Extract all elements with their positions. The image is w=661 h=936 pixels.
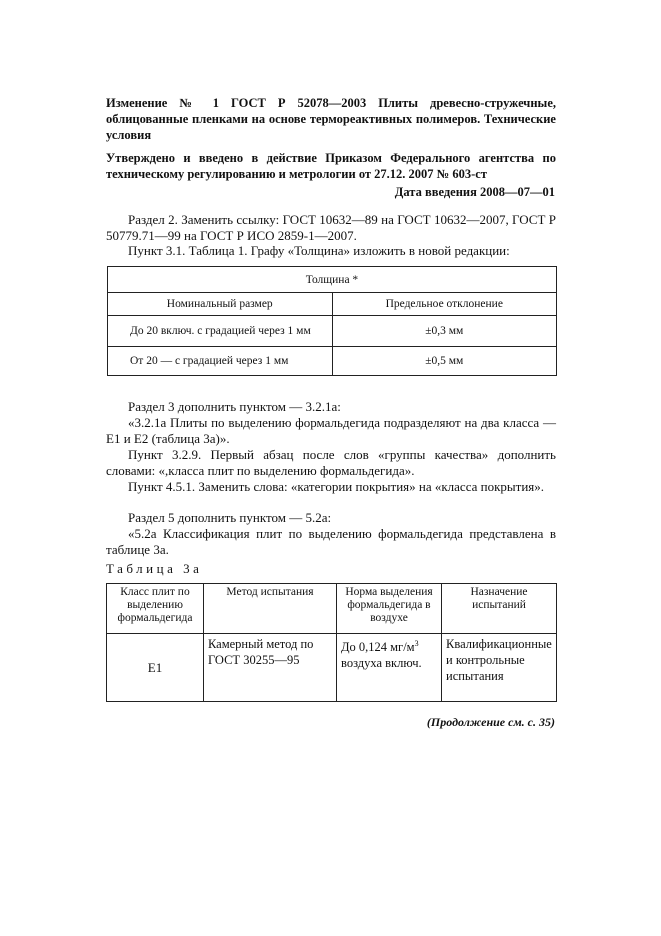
thickness-header: Толщина * xyxy=(108,267,557,293)
table-cell-deviation: ±0,3 мм xyxy=(332,316,557,347)
norm-value: До 0,124 мг/м xyxy=(341,640,415,655)
paragraph-5-2a: «5.2а Классификация плит по выделению формальдегида представлена в таблице 3а. xyxy=(106,526,556,557)
formaldehyde-table xyxy=(106,583,557,702)
header-norm: Норма выделения формальдегида в воздухе xyxy=(337,584,442,634)
paragraph-3-2-9: Пункт 3.2.9. Первый абзац после слов «группы качества» дополнить словами: «,класса плит по выделению формальдегида». xyxy=(106,447,556,478)
header-method: Метод испытания xyxy=(204,584,337,634)
header-class: Класс плит по выделению формальдегида xyxy=(107,584,204,634)
cell-class: Е1 xyxy=(107,634,204,702)
table-cell-size: От 20 — с градацией через 1 мм xyxy=(108,347,333,376)
column-deviation: Предельное отклонение xyxy=(332,293,557,316)
effective-date: Дата введения 2008—07—01 xyxy=(394,185,555,199)
table-cell-size: До 20 включ. с градацией через 1 мм xyxy=(108,316,333,347)
column-nominal-size: Номинальный размер xyxy=(108,293,333,316)
thickness-table xyxy=(107,266,557,376)
table-cell-deviation: ±0,5 мм xyxy=(332,347,557,376)
table-3a-caption: Таблица 3а xyxy=(106,561,203,576)
document-title: Изменение № 1 ГОСТ Р 52078—2003 Плиты древесно-стружечные, облицованные пленками на основе термореактивных полимеров. Технические условия xyxy=(106,96,556,142)
header-purpose: Назначение испытаний xyxy=(442,584,557,634)
cell-purpose: Квалификационные и контрольные испытания xyxy=(442,634,557,702)
paragraph-3-2-1a: «3.2.1а Плиты по выделению формальдегида подразделяют на два класса — Е1 и Е2 (таблица 3а)». xyxy=(106,415,556,446)
paragraph-4-5-1: Пункт 4.5.1. Заменить слова: «категории покрытия» на «класса покрытия». xyxy=(128,479,545,494)
norm-superscript: 3 xyxy=(414,639,419,648)
continuation-note: (Продолжение см. с. 35) xyxy=(426,715,555,729)
norm-suffix: воздуха включ. xyxy=(341,656,422,671)
approval-note: Утверждено и введено в действие Приказом Федерального агентства по техническому регулированию и метрологии от 27.12. 2007 № 603-ст xyxy=(106,151,556,181)
cell-method: Камерный метод по ГОСТ 30255—95 xyxy=(204,634,337,702)
paragraph-table-1: Пункт 3.1. Таблица 1. Графу «Толщина» изложить в новой редакции: xyxy=(128,243,510,258)
paragraph-section-3: Раздел 3 дополнить пунктом — 3.2.1а: xyxy=(128,399,341,414)
paragraph-section-5: Раздел 5 дополнить пунктом — 5.2а: xyxy=(128,510,332,525)
cell-norm xyxy=(337,634,442,702)
paragraph-section-2: Раздел 2. Заменить ссылку: ГОСТ 10632—89 на ГОСТ 10632—2007, ГОСТ Р 50779.71—99 на ГОСТ Р ИСО 2859-1—2007. xyxy=(106,212,556,243)
